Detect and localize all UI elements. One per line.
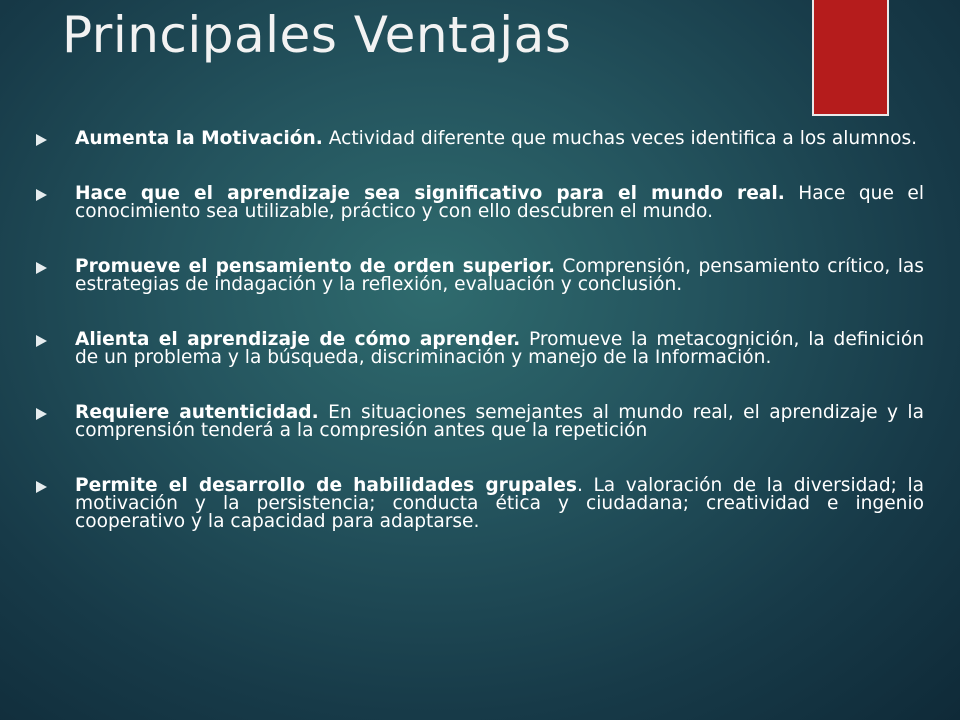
- bullet-item-pensamiento: [36, 258, 924, 294]
- bullet-body: Comprensión, pensamiento crítico, las estrategias de indagación y la reflexión, evaluación y conclusión.: [75, 256, 924, 295]
- arrow-bullet-icon: [36, 481, 47, 493]
- bullet-item-significativo: [36, 185, 924, 221]
- bullet-lead: Promueve el pensamiento de orden superior.: [75, 256, 555, 277]
- arrow-bullet-icon: [36, 408, 47, 420]
- bullet-body: Promueve la metacognición, la definición de un problema y la búsqueda, discriminación y manejo de la Información.: [75, 329, 924, 368]
- arrow-bullet-icon: [36, 262, 47, 274]
- bullet-item-motivacion: [36, 130, 924, 148]
- arrow-bullet-icon: [36, 335, 47, 347]
- bullet-item-aprender: [36, 331, 924, 367]
- bullet-body: . La valoración de la diversidad; la motivación y la persistencia; conducta ética y ciudadana; creatividad e ingenio cooperativo y la capacidad para adaptarse.: [75, 475, 925, 532]
- bullet-lead: Aumenta la Motivación.: [75, 128, 323, 149]
- bullet-body: En situaciones semejantes al mundo real, el aprendizaje y la comprensión tenderá a la compresión antes que la repetición: [75, 402, 924, 441]
- arrow-bullet-icon: [36, 134, 47, 146]
- bullet-body: Actividad diferente que muchas veces identifica a los alumnos.: [322, 128, 918, 149]
- red-accent-bar: [812, 0, 889, 116]
- bullet-lead: Hace que el aprendizaje sea significativo para el mundo real.: [75, 183, 785, 204]
- arrow-bullet-icon: [36, 189, 47, 201]
- slide-title: Principales Ventajas: [62, 6, 572, 64]
- bullet-list: [36, 130, 924, 531]
- bullet-body: Hace que el conocimiento sea utilizable, práctico y con ello descubren el mundo.: [75, 183, 924, 222]
- bullet-item-autenticidad: [36, 404, 924, 440]
- bullet-lead: Alienta el aprendizaje de cómo aprender.: [75, 329, 521, 350]
- bullet-item-grupales: [36, 477, 924, 531]
- bullet-lead: Requiere autenticidad.: [75, 402, 319, 423]
- bullet-lead: Permite el desarrollo de habilidades grupales: [75, 475, 577, 496]
